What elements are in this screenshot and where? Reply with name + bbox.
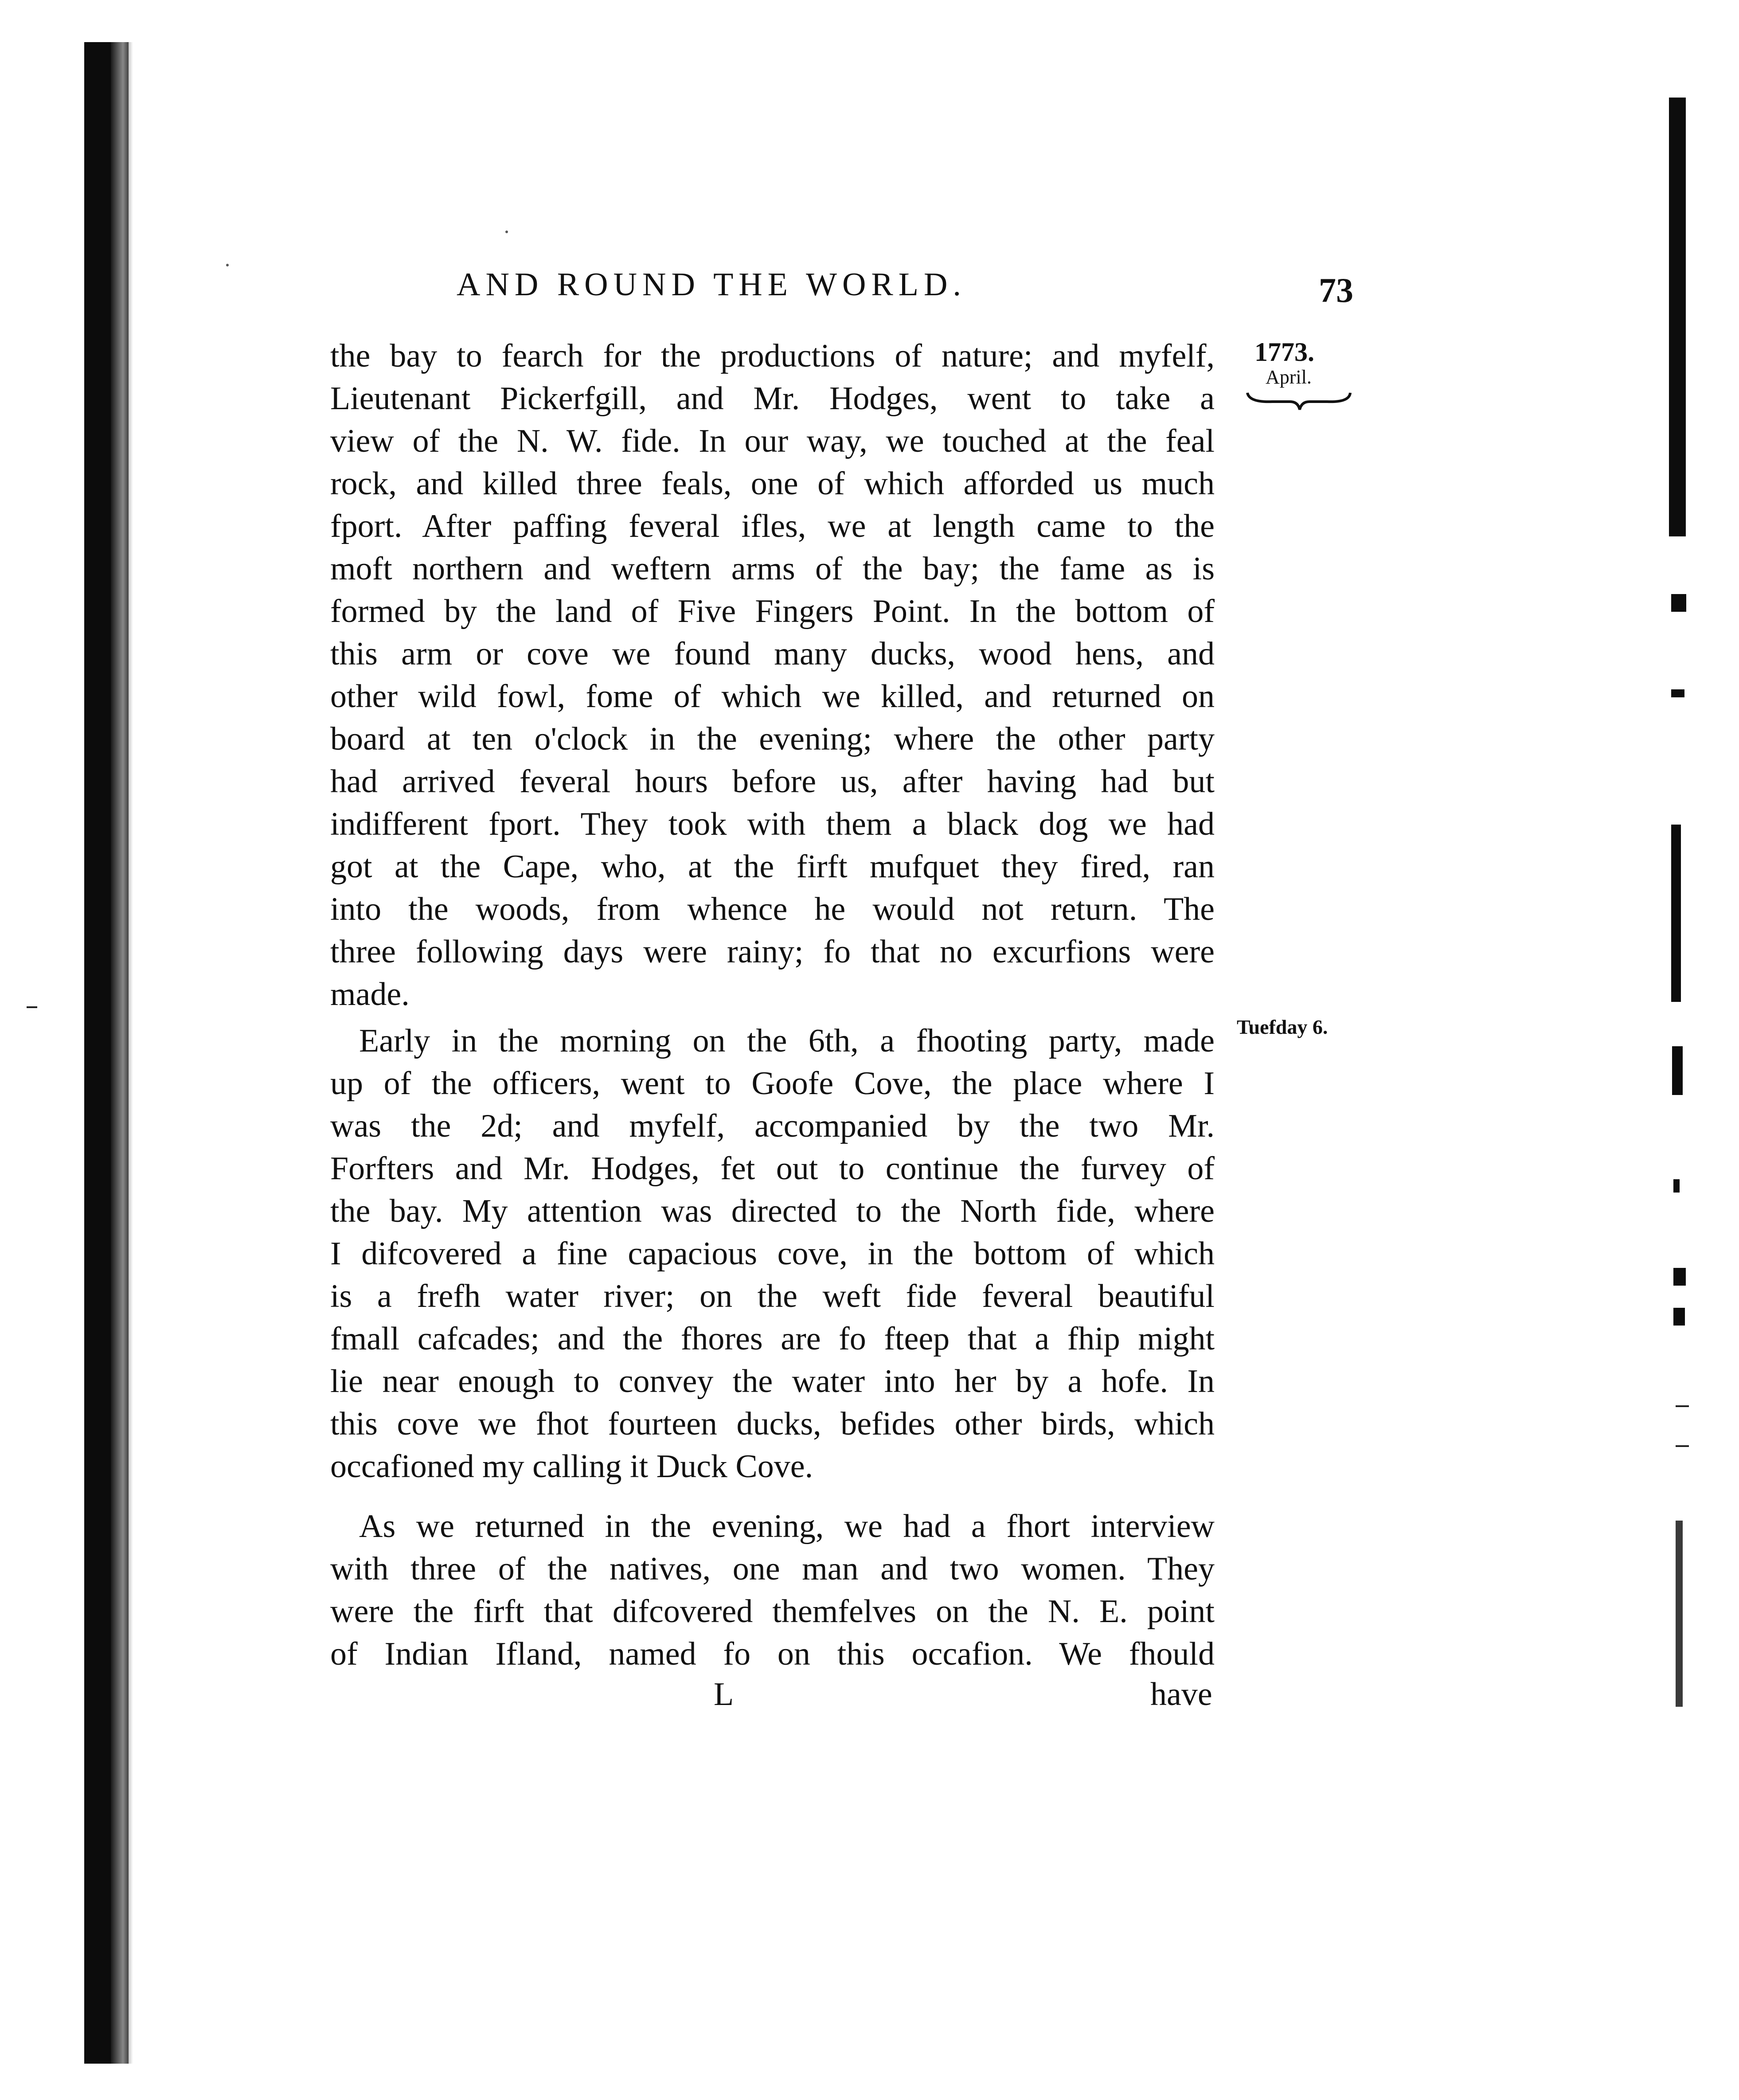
text-line: rock, and killed three feals, one of which afforded us much <box>330 465 1215 502</box>
text-line: this arm or cove we found many ducks, wood hens, and <box>330 636 1215 672</box>
margin-brace <box>1246 390 1352 412</box>
text-line: is a frefh water river; on the weft fide feveral beautiful <box>330 1278 1215 1314</box>
text-line: with three of the natives, one man and two women. They <box>330 1551 1215 1587</box>
text-line: had arrived feveral hours before us, after having had but <box>330 763 1215 800</box>
text-line: was the 2d; and myfelf, accompanied by the two Mr. <box>330 1108 1215 1144</box>
edge-artifact <box>226 264 229 266</box>
text-line: formed by the land of Five Fingers Point. In the bottom of <box>330 593 1215 630</box>
margin-month: April. <box>1266 366 1312 388</box>
edge-artifact <box>1671 594 1686 612</box>
binding-shadow-fade <box>111 42 133 2064</box>
text-line: fport. After paffing feveral ifles, we at length came to the <box>330 508 1215 544</box>
page-number: 73 <box>1319 271 1353 309</box>
text-line: moft northern and weftern arms of the bay; the fame as is <box>330 551 1215 587</box>
text-line: three following days were rainy; fo that no excurfions were <box>330 934 1215 970</box>
catchword: have <box>1150 1676 1212 1713</box>
paragraph <box>330 1505 1215 1675</box>
text-line: got at the Cape, who, at the firft mufquet they fired, ran <box>330 849 1215 885</box>
edge-artifact <box>1671 689 1684 697</box>
running-head: AND ROUND THE WORLD. <box>457 266 966 303</box>
text-line: Early in the morning on the 6th, a fhooting party, made <box>359 1023 1215 1059</box>
text-line: lie near enough to convey the water into her by a hofe. In <box>330 1363 1215 1400</box>
paragraph <box>330 335 1215 1016</box>
text-line: I difcovered a fine capacious cove, in the bottom of which <box>330 1236 1215 1272</box>
edge-artifact <box>27 1006 37 1008</box>
text-line: Forfters and Mr. Hodges, fet out to continue the furvey of <box>330 1150 1215 1187</box>
edge-artifact <box>1676 1405 1689 1407</box>
margin-year: 1773. <box>1254 337 1314 367</box>
paragraph <box>330 1020 1215 1488</box>
edge-artifact <box>1669 98 1686 536</box>
edge-artifact <box>1673 1308 1685 1326</box>
text-line: up of the officers, went to Goofe Cove, the place where I <box>330 1065 1215 1102</box>
text-line: other wild fowl, fome of which we killed, and returned on <box>330 678 1215 715</box>
text-line: the bay to fearch for the productions of nature; and myfelf, <box>330 338 1215 374</box>
edge-artifact <box>1676 1445 1689 1447</box>
text-line: were the firft that difcovered themfelves on the N. E. point <box>330 1593 1215 1630</box>
signature-mark: L <box>714 1676 734 1713</box>
edge-artifact <box>1673 1268 1686 1286</box>
text-line: made. <box>330 976 410 1013</box>
text-line: occafioned my calling it Duck Cove. <box>330 1448 813 1485</box>
edge-artifact <box>1676 1521 1683 1707</box>
text-line: As we returned in the evening, we had a fhort interview <box>359 1508 1215 1545</box>
text-line: board at ten o'clock in the evening; where the other party <box>330 721 1215 757</box>
text-line: fmall cafcades; and the fhores are fo fteep that a fhip might <box>330 1321 1215 1357</box>
text-line: of Indian Ifland, named fo on this occafion. We fhould <box>330 1636 1215 1672</box>
edge-artifact <box>1672 1046 1683 1095</box>
text-line: view of the N. W. fide. In our way, we touched at the feal <box>330 423 1215 459</box>
text-line: this cove we fhot fourteen ducks, befides other birds, which <box>330 1406 1215 1442</box>
edge-artifact <box>1671 825 1681 1002</box>
edge-artifact <box>1673 1179 1680 1193</box>
text-line: Lieutenant Pickerfgill, and Mr. Hodges, went to take a <box>330 380 1215 417</box>
text-line: indifferent fport. They took with them a black dog we had <box>330 806 1215 842</box>
text-line: into the woods, from whence he would not return. The <box>330 891 1215 927</box>
text-line: the bay. My attention was directed to the North fide, where <box>330 1193 1215 1229</box>
edge-artifact <box>505 231 508 233</box>
margin-date: Tuefday 6. <box>1237 1016 1328 1038</box>
